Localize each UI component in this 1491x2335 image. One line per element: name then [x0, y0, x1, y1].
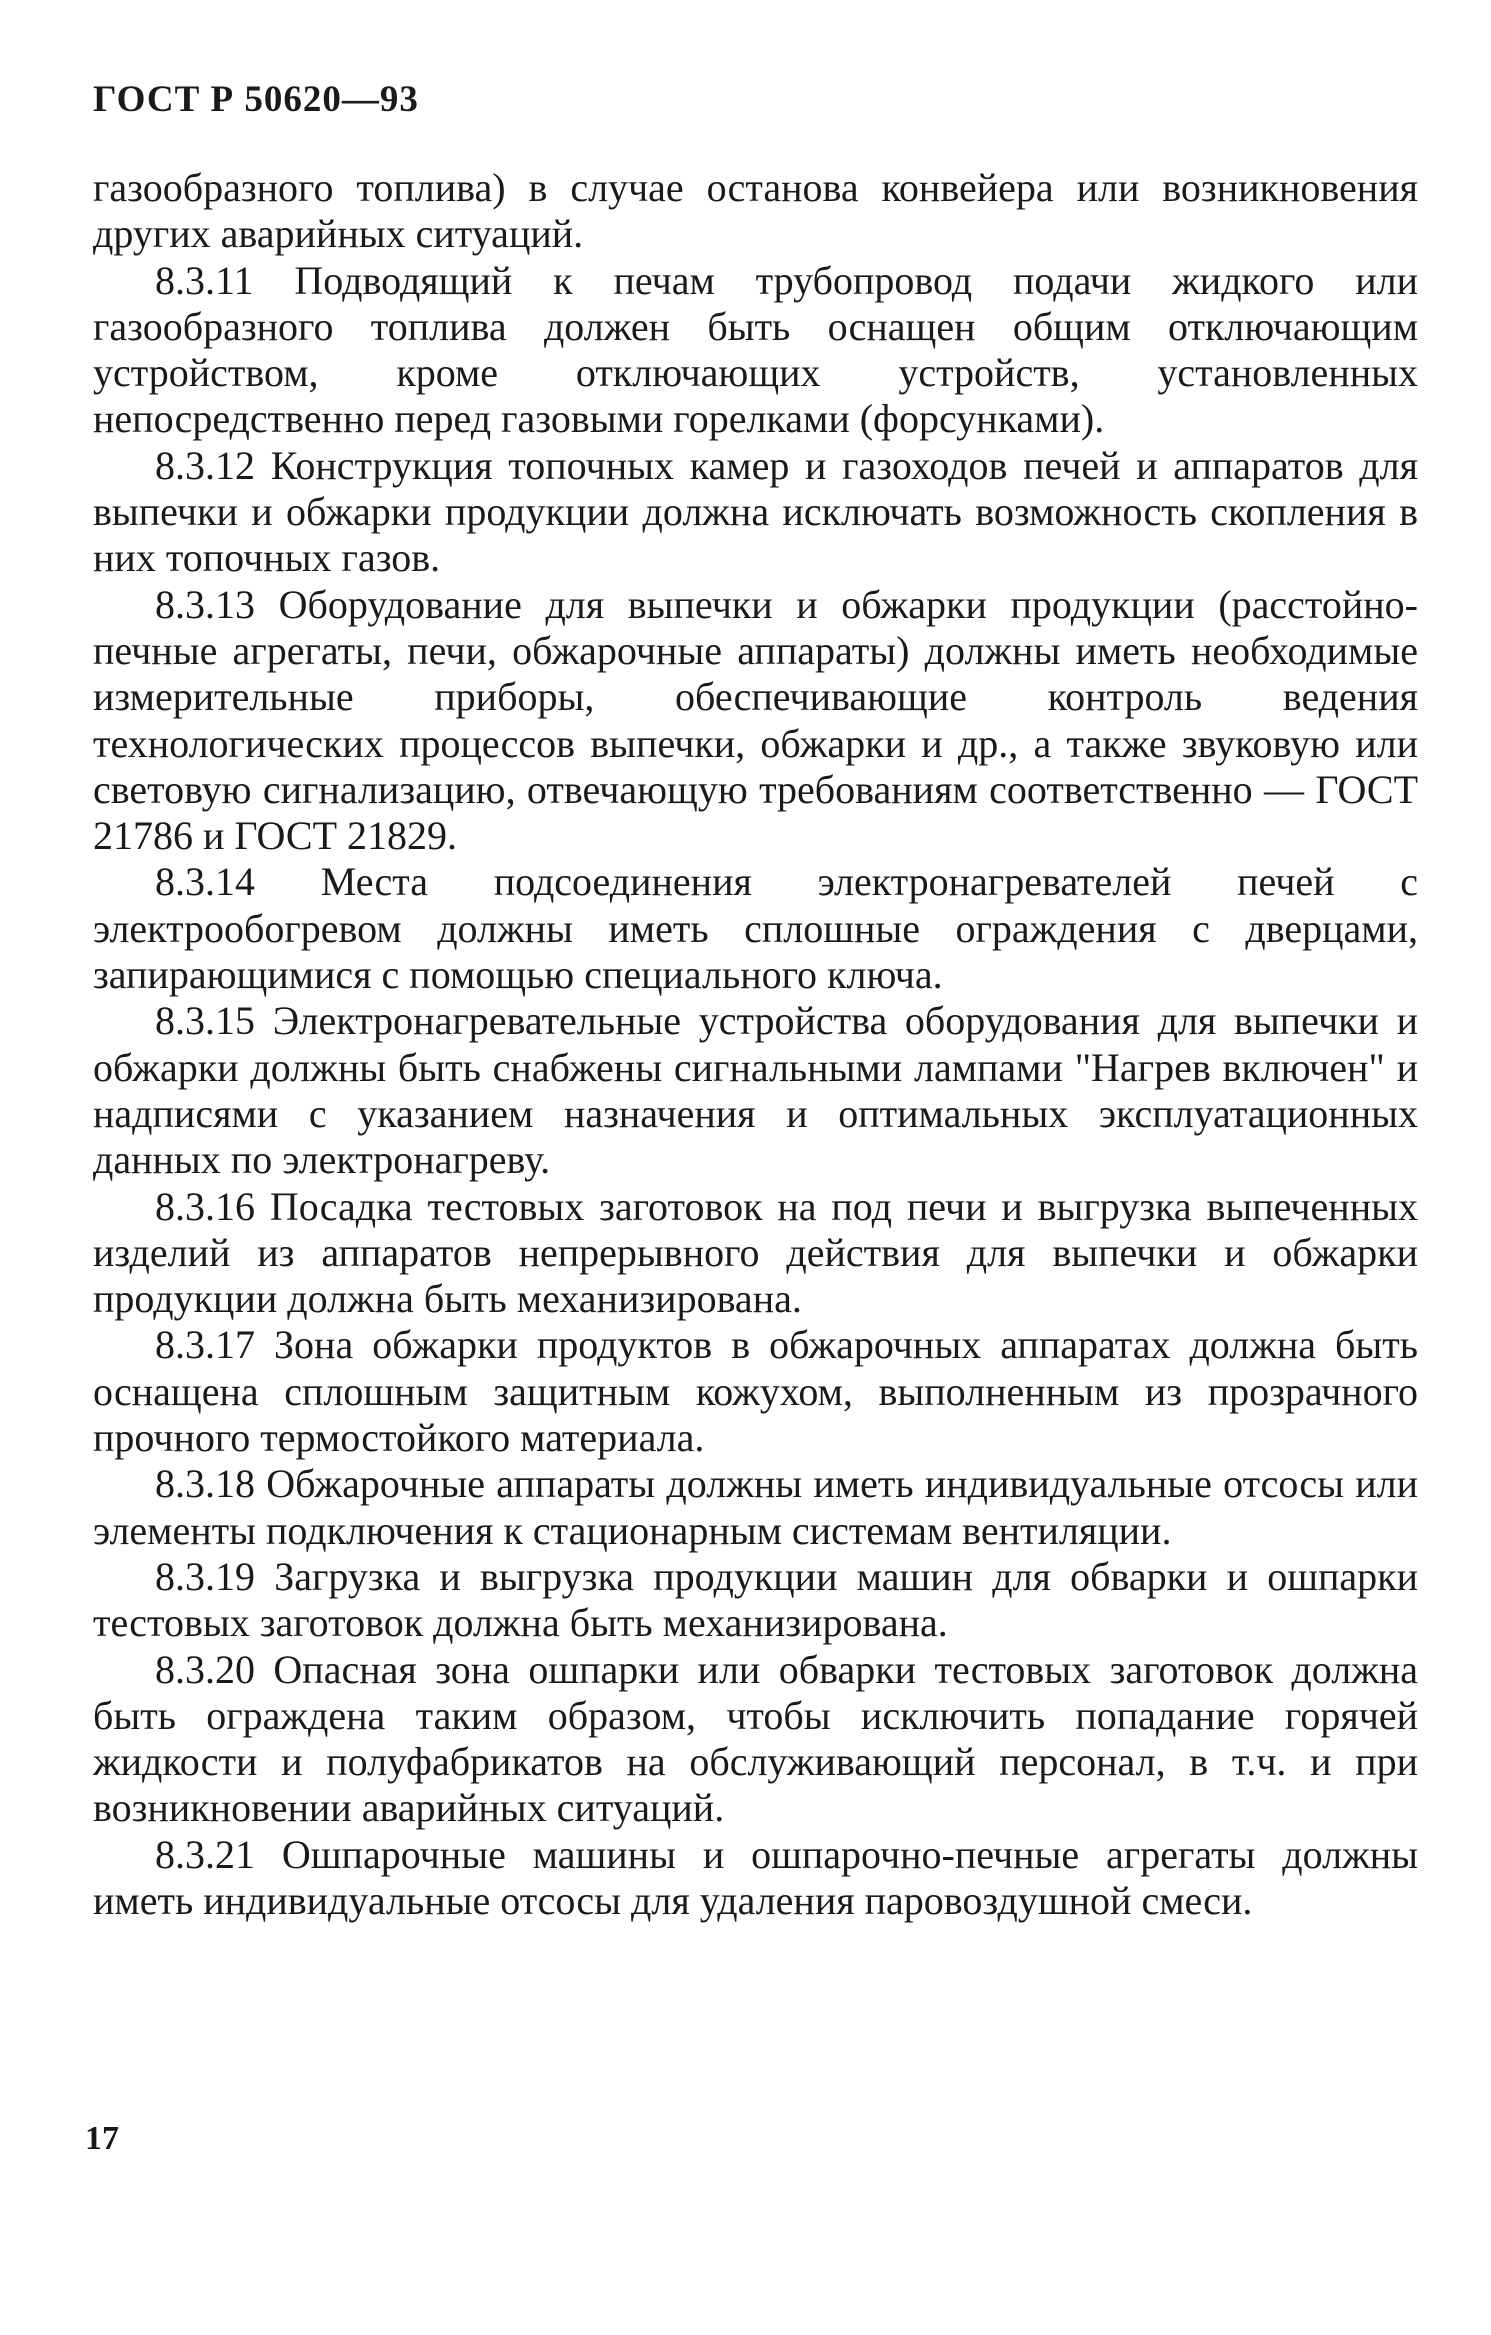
paragraph-8-3-17 [93, 1322, 1418, 1461]
paragraph-text: Загрузка и выгрузка продукции машин для обварки и ошпарки тестовых заготовок должна быть механизирована. [93, 1553, 1419, 1646]
paragraph-8-3-14 [93, 859, 1418, 998]
clause-number: 8.3.18 [155, 1461, 255, 1507]
paragraph-8-3-20 [93, 1647, 1418, 1832]
paragraph-text: Ошпарочные машины и ошпарочно-печные агрегаты должны иметь индивидуальные отсосы для удаления паровоздушной смеси. [93, 1831, 1418, 1923]
paragraph-8-3-21 [93, 1832, 1418, 1925]
clause-number: 8.3.15 [155, 998, 255, 1044]
paragraph-text: Оборудование для выпечки и обжарки продукции (расстойно-печные агрегаты, печи, обжарочные аппараты) должны иметь необходимые измерительные приборы, обеспечивающие контроль ведения технологических процессов выпечки, обжарки и др., а также звуковую или световую сигнализацию, отвечающую требованиям соответственно — ГОСТ 21786 и ГОСТ 21829. [93, 581, 1418, 859]
paragraph-text: Электронагревательные устройства оборудования для выпечки и обжарки должны быть снабжены сигнальными лампами "Нагрев включен" и надписями с указанием назначения и оптимальных эксплуатационных данных по электронагреву. [93, 998, 1419, 1183]
paragraph-text: Зона обжарки продуктов в обжарочных аппаратах должна быть оснащена сплошным защитным кожухом, выполненным из прозрачного прочного термостойкого материала. [93, 1322, 1418, 1461]
paragraph-8-3-16 [93, 1184, 1418, 1323]
paragraph-text: Конструкция топочных камер и газоходов печей и аппаратов для выпечки и обжарки продукции должна исключать возможность скопления в них топочных газов. [93, 442, 1419, 581]
clause-number: 8.3.11 [155, 257, 254, 303]
paragraph-text: Опасная зона ошпарки или обварки тестовых заготовок должна быть ограждена таким образом, чтобы исключить попадание горячей жидкости и полуфабрикатов на обслуживающий персонал, в т.ч. и при возникновении аварийных ситуаций. [93, 1646, 1419, 1831]
clause-number: 8.3.21 [155, 1831, 255, 1877]
paragraph-8-3-11 [93, 258, 1418, 443]
page-number: 17 [85, 2120, 119, 2157]
clause-number: 8.3.17 [155, 1322, 255, 1368]
paragraph-8-3-13 [93, 582, 1418, 860]
paragraph-text: Места подсоединения электронагревателей печей с электрообогревом должны иметь сплошные ограждения с дверцами, запирающимися с помощью специального ключа. [93, 859, 1419, 998]
clause-number: 8.3.19 [155, 1553, 255, 1599]
clause-number: 8.3.16 [155, 1183, 255, 1229]
paragraph-continuation [93, 165, 1418, 258]
clause-number: 8.3.20 [155, 1646, 255, 1692]
clause-number: 8.3.13 [155, 581, 255, 627]
paragraph-text: Подводящий к печам трубопровод подачи жидкого или газообразного топлива должен быть оснащен общим отключающим устройством, кроме отключающих устройств, установленных непосредственно перед газовыми горелками (форсунками). [93, 257, 1419, 442]
paragraph-text: газообразного топлива) в случае останова конвейера или возникновения других аварийных ситуаций. [93, 165, 1418, 257]
paragraph-8-3-15 [93, 998, 1418, 1183]
paragraph-8-3-18 [93, 1461, 1418, 1554]
running-header: ГОСТ Р 50620—93 [93, 79, 419, 120]
clause-number: 8.3.14 [155, 859, 255, 905]
paragraph-text: Посадка тестовых заготовок на под печи и выгрузка выпеченных изделий из аппаратов непрерывного действия для выпечки и обжарки продукции должна быть механизирована. [93, 1183, 1418, 1322]
paragraph-text: Обжарочные аппараты должны иметь индивидуальные отсосы или элементы подключения к стационарным системам вентиляции. [93, 1461, 1418, 1553]
document-body [93, 165, 1418, 1924]
clause-number: 8.3.12 [155, 442, 255, 488]
paragraph-8-3-19 [93, 1554, 1418, 1647]
paragraph-8-3-12 [93, 443, 1418, 582]
